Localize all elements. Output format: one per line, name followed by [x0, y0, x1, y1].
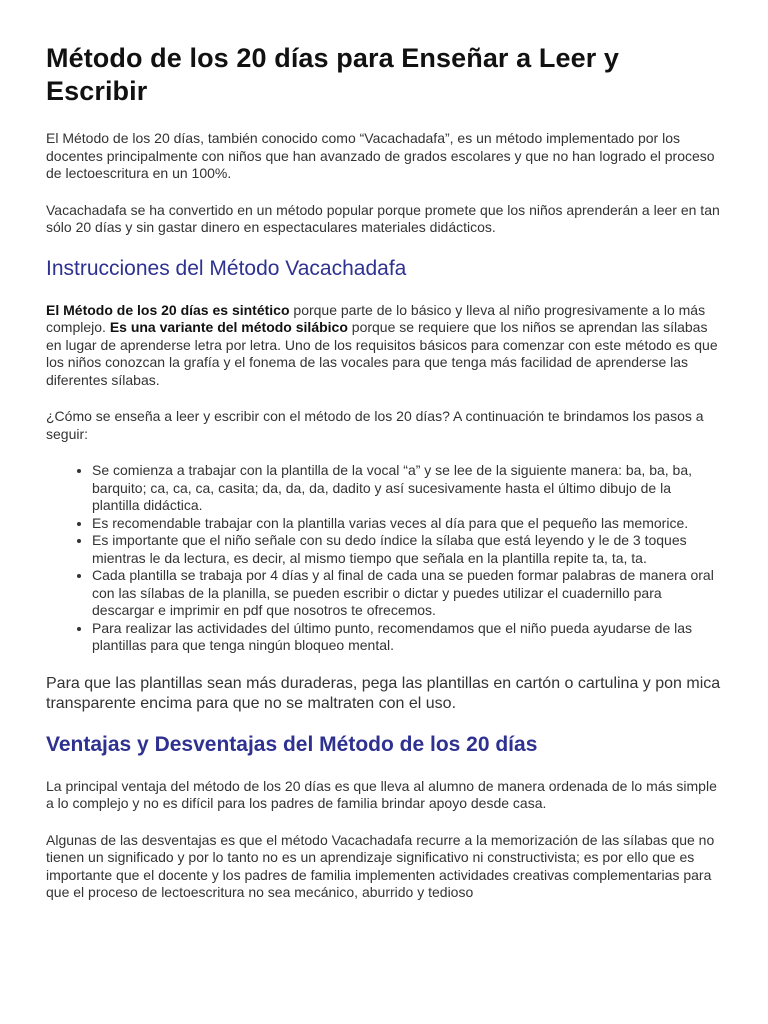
bold-phrase-sintetico: El Método de los 20 días es sintético: [46, 301, 290, 318]
list-item: • Se comienza a trabajar con la plantilla de la vocal “a” y se lee de la siguiente manera: ba, ba, ba, barquito; ca, ca, ca, casita; da, da, da, dadito y así sucesivamente hasta el último dibujo de la plantilla didáctica.: [92, 462, 722, 515]
instrucciones-paragraph-1: [46, 302, 722, 390]
list-item: • Es recomendable trabajar con la plantilla varias veces al día para que el pequeño las memorice.: [92, 515, 722, 533]
instrucciones-paragraph-2: ¿Cómo se enseña a leer y escribir con el método de los 20 días? A continuación te brindamos los pasos a seguir:: [46, 408, 704, 442]
intro-paragraph-2: Vacachadafa se ha convertido en un método popular porque promete que los niños aprenderán a leer en tan sólo 20 días y sin gastar dinero en espectaculares materiales didácticos.: [46, 201, 720, 235]
ventajas-paragraph-2: Algunas de las desventajas es que el método Vacachadafa recurre a la memorización de las sílabas que no tienen un significado y por lo tanto no es un aprendizaje significativo ni constructivista; es por ello que es importante que el docente y los padres de familia implementen actividades creativas complementarias para que el proceso de lectoescritura no sea mecánico, aburrido y tedioso: [46, 831, 715, 900]
list-item: • Cada plantilla se trabaja por 4 días y al final de cada una se pueden formar palabras de manera oral con las sílabas de la planilla, se pueden escribir o dictar y puedes utilizar el cuadernillo para descargar e imprimir en pdf que nosotros te ofrecemos.: [92, 567, 722, 620]
steps-list: [46, 462, 722, 655]
page-title: Método de los 20 días para Enseñar a Leer y Escribir: [46, 43, 620, 106]
text-run-1: porque parte de lo básico y lleva al niño progresivamente a lo más complejo.: [46, 301, 706, 335]
ventajas-paragraph-1: La principal ventaja del método de los 20 días es que lleva al alumno de manera ordenada de lo más simple a lo complejo y no es difícil para los padres de familia brindar apoyo desde casa.: [46, 777, 717, 811]
bold-phrase-silabico: Es una variante del método silábico: [109, 319, 348, 335]
tip-paragraph: Para que las plantillas sean más duraderas, pega las plantillas en cartón o cartulina y pon mica transparente encima para que no se maltraten con el uso.: [46, 674, 721, 712]
list-item: • Para realizar las actividades del último punto, recomendamos que el niño pueda ayudarse de las plantillas para que tenga ningún bloqueo mental.: [92, 620, 722, 655]
section-heading-instrucciones: Instrucciones del Método Vacachadafa: [46, 256, 407, 280]
list-item: • Es importante que el niño señale con su dedo índice la sílaba que está leyendo y le de 3 toques mientras le da lectura, es decir, al mismo tiempo que señala en la plantilla repite ta, ta, ta.: [92, 532, 722, 567]
section-heading-ventajas: Ventajas y Desventajas del Método de los 20 días: [46, 732, 538, 756]
document-page: [46, 42, 722, 921]
intro-paragraph-1: El Método de los 20 días, también conocido como “Vacachadafa”, es un método implementado por los docentes principalmente con niños que han avanzado de grados escolares y que no han logrado el proceso de lectoescritura en un 100%.: [46, 130, 715, 181]
text-run-2: porque se requiere que los niños se aprendan las sílabas en lugar de aprenderse letra por letra. Uno de los requisitos básicos para comenzar con este método es que los niños conozcan la grafía y el fonema de las vocales para que tenga más facilidad de aprenderse las diferentes sílabas.: [46, 319, 718, 388]
